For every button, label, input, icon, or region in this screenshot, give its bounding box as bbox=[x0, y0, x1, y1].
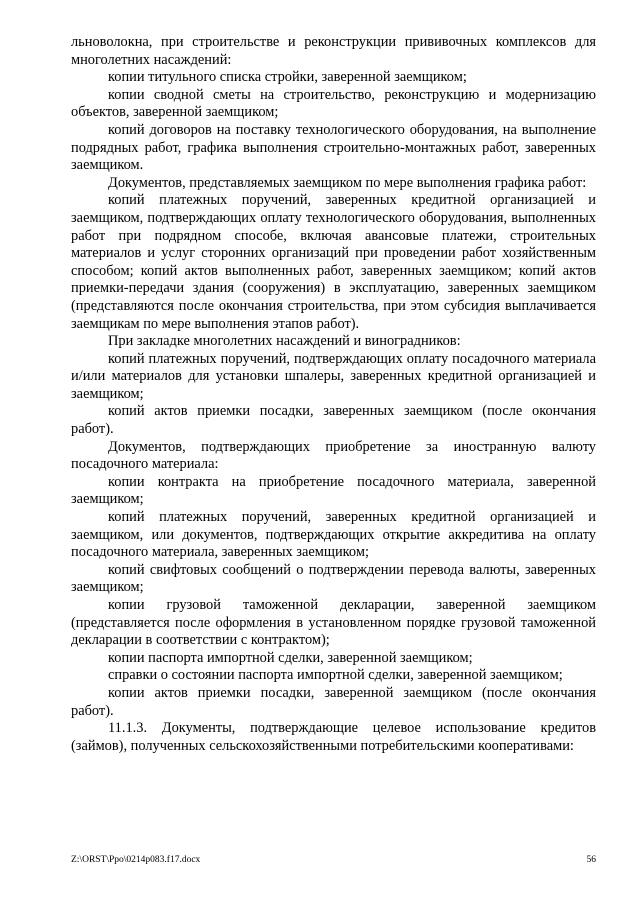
paragraph: копии контракта на приобретение посадочного материала, заверенной заемщиком; bbox=[71, 473, 596, 508]
paragraph: копий актов приемки посадки, заверенных заемщиком (после окончания работ). bbox=[71, 403, 596, 438]
paragraph: Документов, представляемых заемщиком по мере выполнения графика работ: bbox=[108, 174, 587, 191]
paragraph: копии актов приемки посадки, заверенной заемщиком (после окончания работ). bbox=[71, 684, 596, 719]
paragraph: копии сводной сметы на строительство, реконструкцию и модернизацию объектов, заверенной заемщиком; bbox=[71, 86, 596, 121]
paragraph: копии грузовой таможенной декларации, заверенной заемщиком (представляется после оформления в установленном порядке грузовой таможенной декларации в соответствии с контрактом); bbox=[71, 597, 596, 649]
paragraph: копий свифтовых сообщений о подтверждении перевода валюты, заверенных заемщиком; bbox=[71, 561, 596, 596]
section-paragraph: 11.1.3. Документы, подтверждающие целевое использование кредитов (займов), полученных сельскохозяйственными потребительскими кооперативами: bbox=[71, 720, 596, 754]
paragraph: Документов, подтверждающих приобретение за иностранную валюту посадочного материала: bbox=[71, 438, 596, 473]
page-number: 56 bbox=[586, 855, 596, 865]
paragraph: справки о состоянии паспорта импортной сделки, заверенной заемщиком; bbox=[108, 667, 563, 684]
paragraph: копий договоров на поставку технологического оборудования, на выполнение подрядных работ, графика выполнения строительно-монтажных работ, заверенных заемщиком. bbox=[71, 121, 596, 174]
footer-file-path: Z:\ORST\Ppo\0214p083.f17.docx bbox=[71, 855, 201, 865]
paragraph: копии паспорта импортной сделки, заверенной заемщиком; bbox=[108, 649, 473, 666]
document-body bbox=[71, 34, 596, 755]
paragraph: копий платежных поручений, заверенных кредитной организацией и заемщиком, подтверждающих оплату технологического оборудования, выполненных работ при подрядном способе, включая авансовые платежи, строительных материалов и услуг сторонних организаций при проведении работ хозяйственным способом; копий актов выполненных работ, заверенных заемщиком; копий актов приемки-передачи здания (сооружения) в эксплуатацию, заверенных заемщиком (представляются после окончания строительства, при этом субсидия выплачивается заемщикам по мере выполнения этапов работ). bbox=[71, 192, 596, 332]
paragraph: копий платежных поручений, заверенных кредитной организацией и заемщиком, или документов, подтверждающих открытие аккредитива на оплату посадочного материала, заверенных заемщиком; bbox=[71, 509, 596, 561]
paragraph: копии титульного списка стройки, заверенной заемщиком; bbox=[108, 69, 467, 86]
paragraph: При закладке многолетних насаждений и виноградников: bbox=[108, 333, 461, 350]
paragraph: льноволокна, при строительстве и реконструкции прививочных комплексов для многолетних насаждений: bbox=[71, 34, 596, 68]
paragraph: копий платежных поручений, подтверждающих оплату посадочного материала и/или материалов для установки шпалеры, заверенных кредитной организацией и заемщиком; bbox=[71, 350, 596, 402]
